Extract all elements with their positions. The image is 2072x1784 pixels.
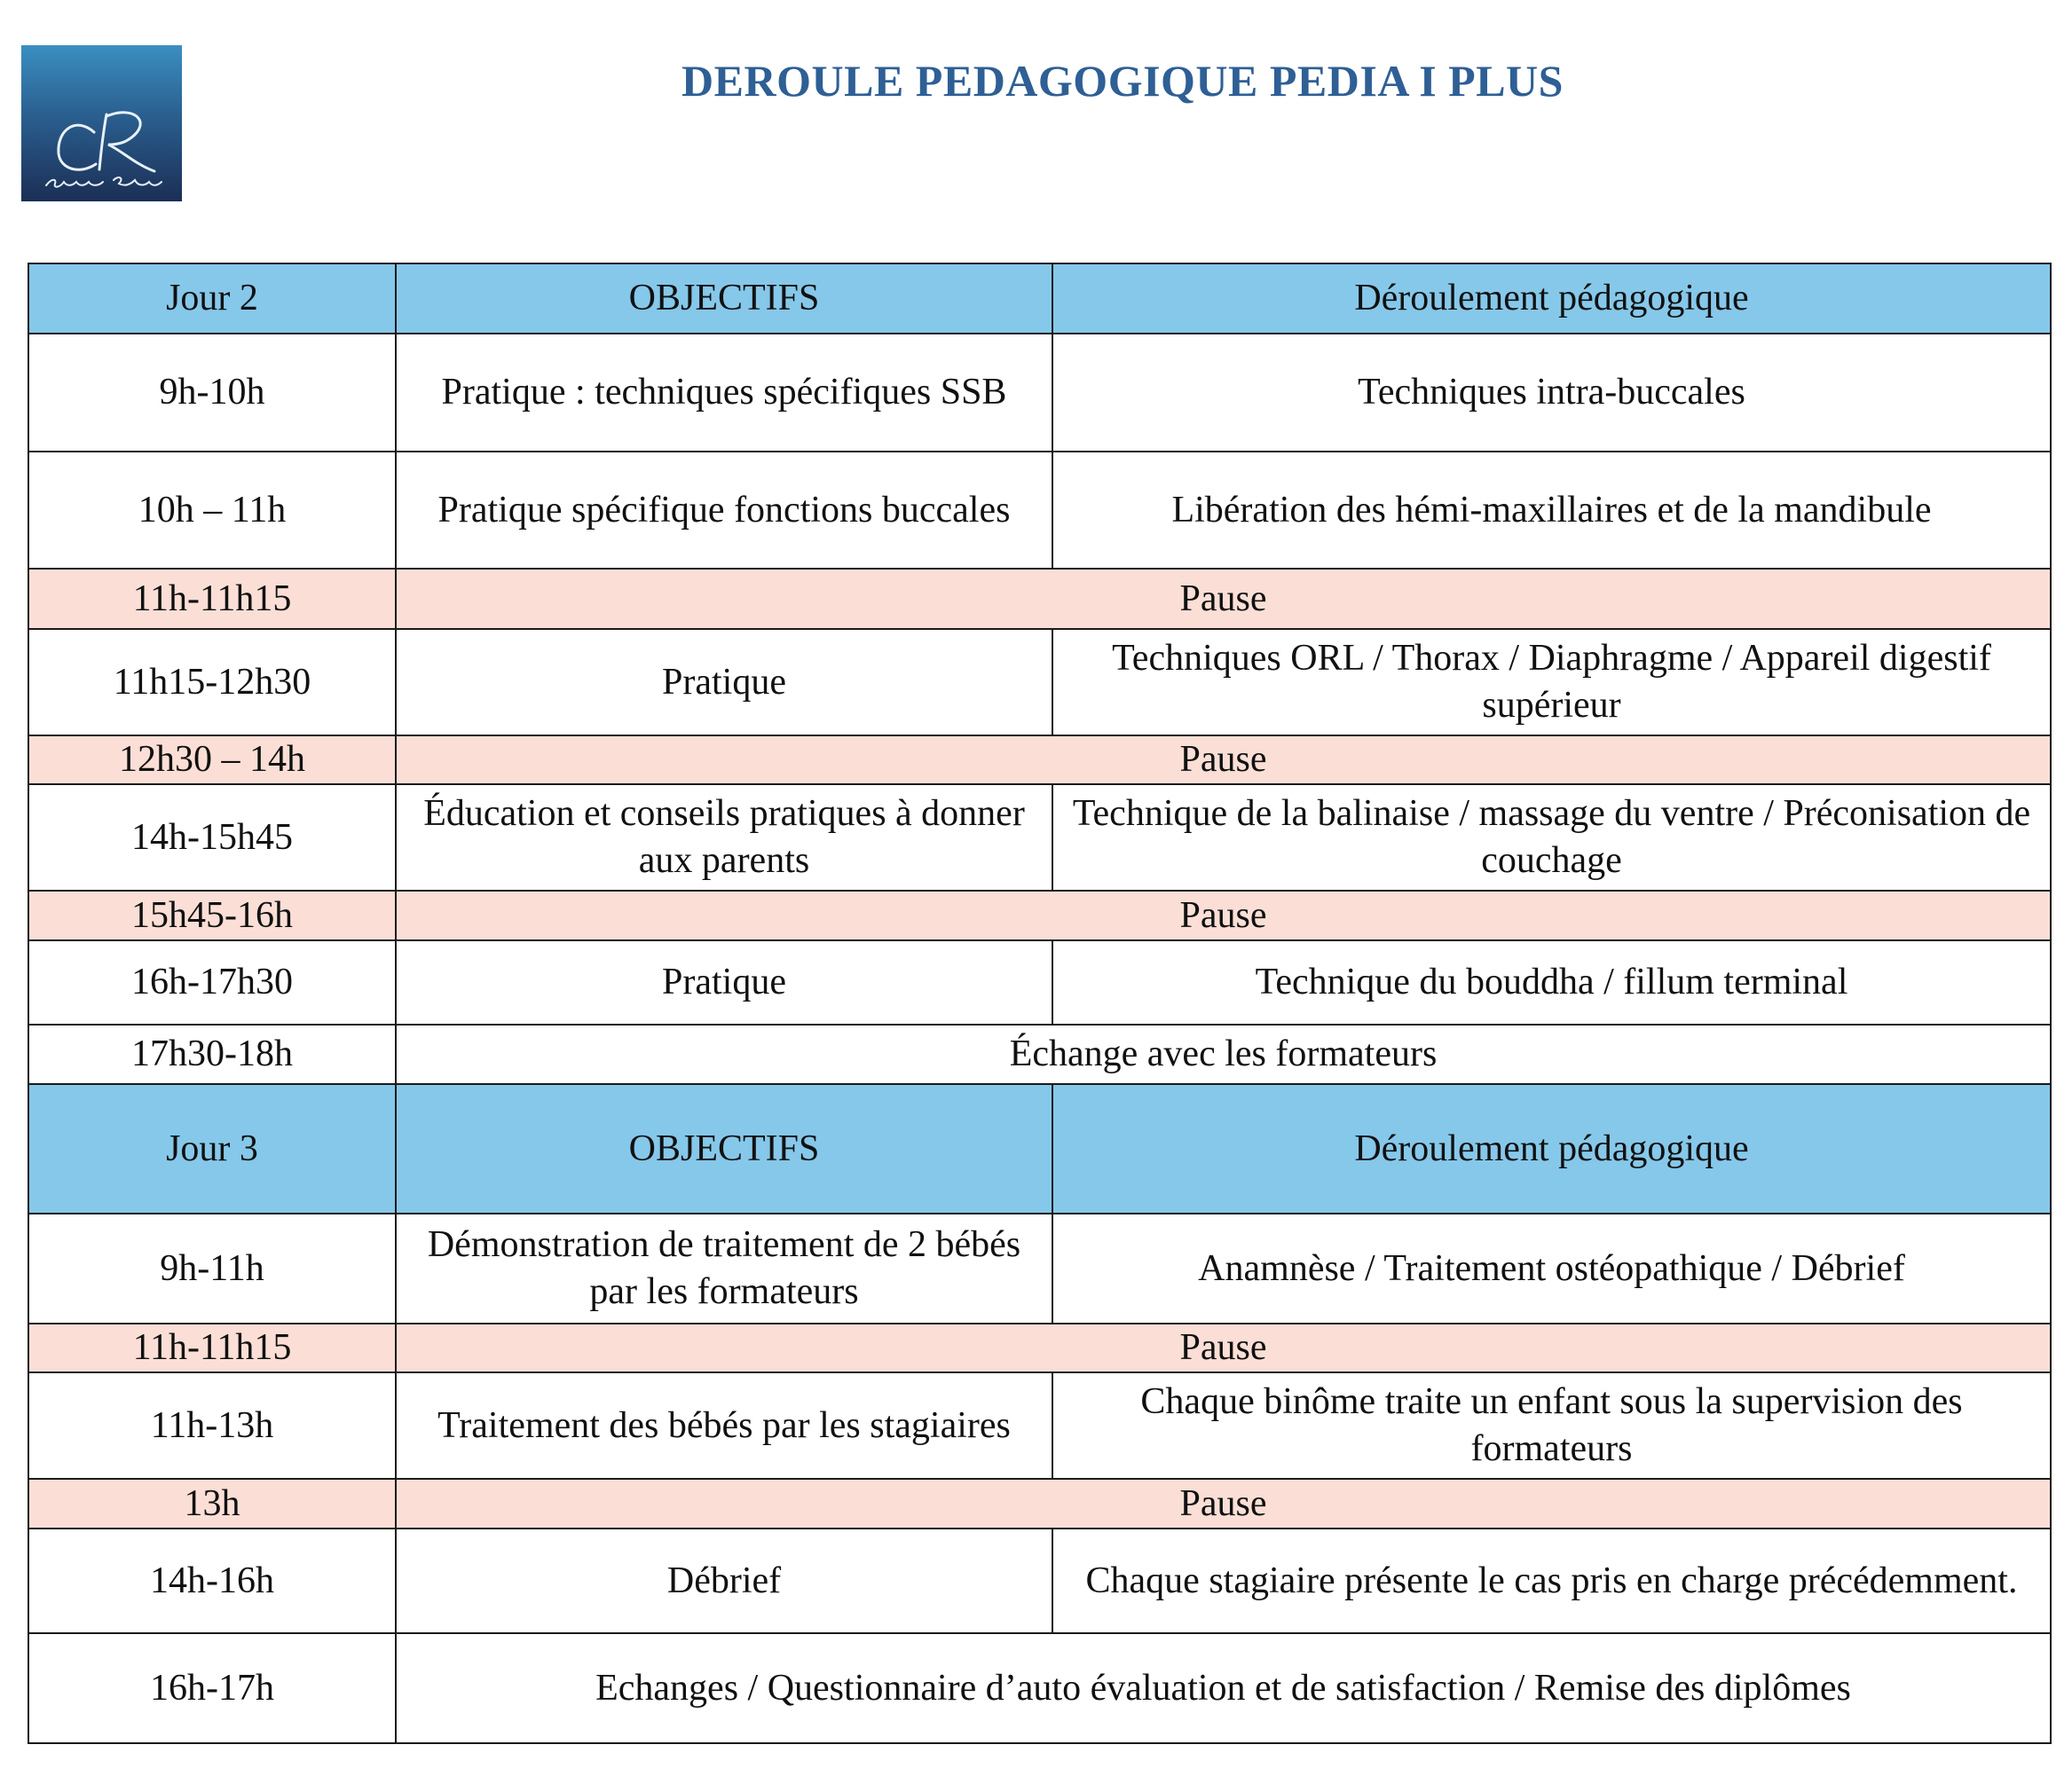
content-cell: Techniques ORL / Thorax / Diaphragme / Appareil digestif supérieur [1052,629,2051,735]
table-row [28,1633,2051,1743]
objective-cell: Pratique : techniques spécifiques SSB [396,334,1052,452]
table-row [28,334,2051,452]
logo-signature-graphic [21,45,182,201]
time-cell: 15h45-16h [28,891,396,940]
time-cell: 9h-10h [28,334,396,452]
time-cell: 13h [28,1479,396,1529]
objective-cell: Traitement des bébés par les stagiaires [396,1372,1052,1479]
time-cell: 11h-11h15 [28,569,396,629]
time-cell: 11h-13h [28,1372,396,1479]
objective-cell: Pratique spécifique fonctions buccales [396,452,1052,569]
pause-row [28,1479,2051,1529]
time-cell: 11h15-12h30 [28,629,396,735]
page-title: DEROULE PEDAGOGIQUE PEDIA I PLUS [681,56,1564,106]
objective-cell: Éducation et conseils pratiques à donner aux parents [396,784,1052,891]
content-cell: Technique de la balinaise / massage du ventre / Préconisation de couchage [1052,784,2051,891]
time-cell: 16h-17h [28,1633,396,1743]
objective-cell: Pratique [396,940,1052,1025]
logo [21,45,182,201]
content-cell: Anamnèse / Traitement ostéopathique / Débrief [1052,1214,2051,1324]
objective-cell: Pratique [396,629,1052,735]
pause-cell: Pause [396,891,2051,940]
pause-row [28,569,2051,629]
time-cell: 10h – 11h [28,452,396,569]
table-row [28,1214,2051,1324]
program-table [28,263,2052,1744]
time-cell: 17h30-18h [28,1025,396,1084]
content-cell: Chaque stagiaire présente le cas pris en charge précédemment. [1052,1529,2051,1633]
objective-cell: Démonstration de traitement de 2 bébés par les formateurs [396,1214,1052,1324]
time-cell: 16h-17h30 [28,940,396,1025]
table-row [28,629,2051,735]
table-row [28,1372,2051,1479]
time-cell: 11h-11h15 [28,1324,396,1372]
day3-header-day: Jour 3 [28,1084,396,1214]
content-cell: Techniques intra-buccales [1052,334,2051,452]
table-row [28,784,2051,891]
pause-cell: Pause [396,735,2051,784]
pause-cell: Pause [396,1324,2051,1372]
day3-header-progress: Déroulement pédagogique [1052,1084,2051,1214]
merged-cell: Échange avec les formateurs [396,1025,2051,1084]
table-row [28,1529,2051,1633]
pause-cell: Pause [396,569,2051,629]
table-row [28,452,2051,569]
content-cell: Libération des hémi-maxillaires et de la mandibule [1052,452,2051,569]
time-cell: 12h30 – 14h [28,735,396,784]
table-row [28,940,2051,1025]
table-row [28,1025,2051,1084]
pause-row [28,735,2051,784]
time-cell: 14h-15h45 [28,784,396,891]
pause-row [28,891,2051,940]
day2-header-progress: Déroulement pédagogique [1052,263,2051,334]
content-cell: Technique du bouddha / fillum terminal [1052,940,2051,1025]
time-cell: 9h-11h [28,1214,396,1324]
day3-header-row [28,1084,2051,1214]
day2-header-row [28,263,2051,334]
content-cell: Chaque binôme traite un enfant sous la supervision des formateurs [1052,1372,2051,1479]
pause-cell: Pause [396,1479,2051,1529]
day2-header-objectives: OBJECTIFS [396,263,1052,334]
day3-header-objectives: OBJECTIFS [396,1084,1052,1214]
time-cell: 14h-16h [28,1529,396,1633]
pause-row [28,1324,2051,1372]
day2-header-day: Jour 2 [28,263,396,334]
merged-cell: Echanges / Questionnaire d’auto évaluation et de satisfaction / Remise des diplômes [396,1633,2051,1743]
objective-cell: Débrief [396,1529,1052,1633]
